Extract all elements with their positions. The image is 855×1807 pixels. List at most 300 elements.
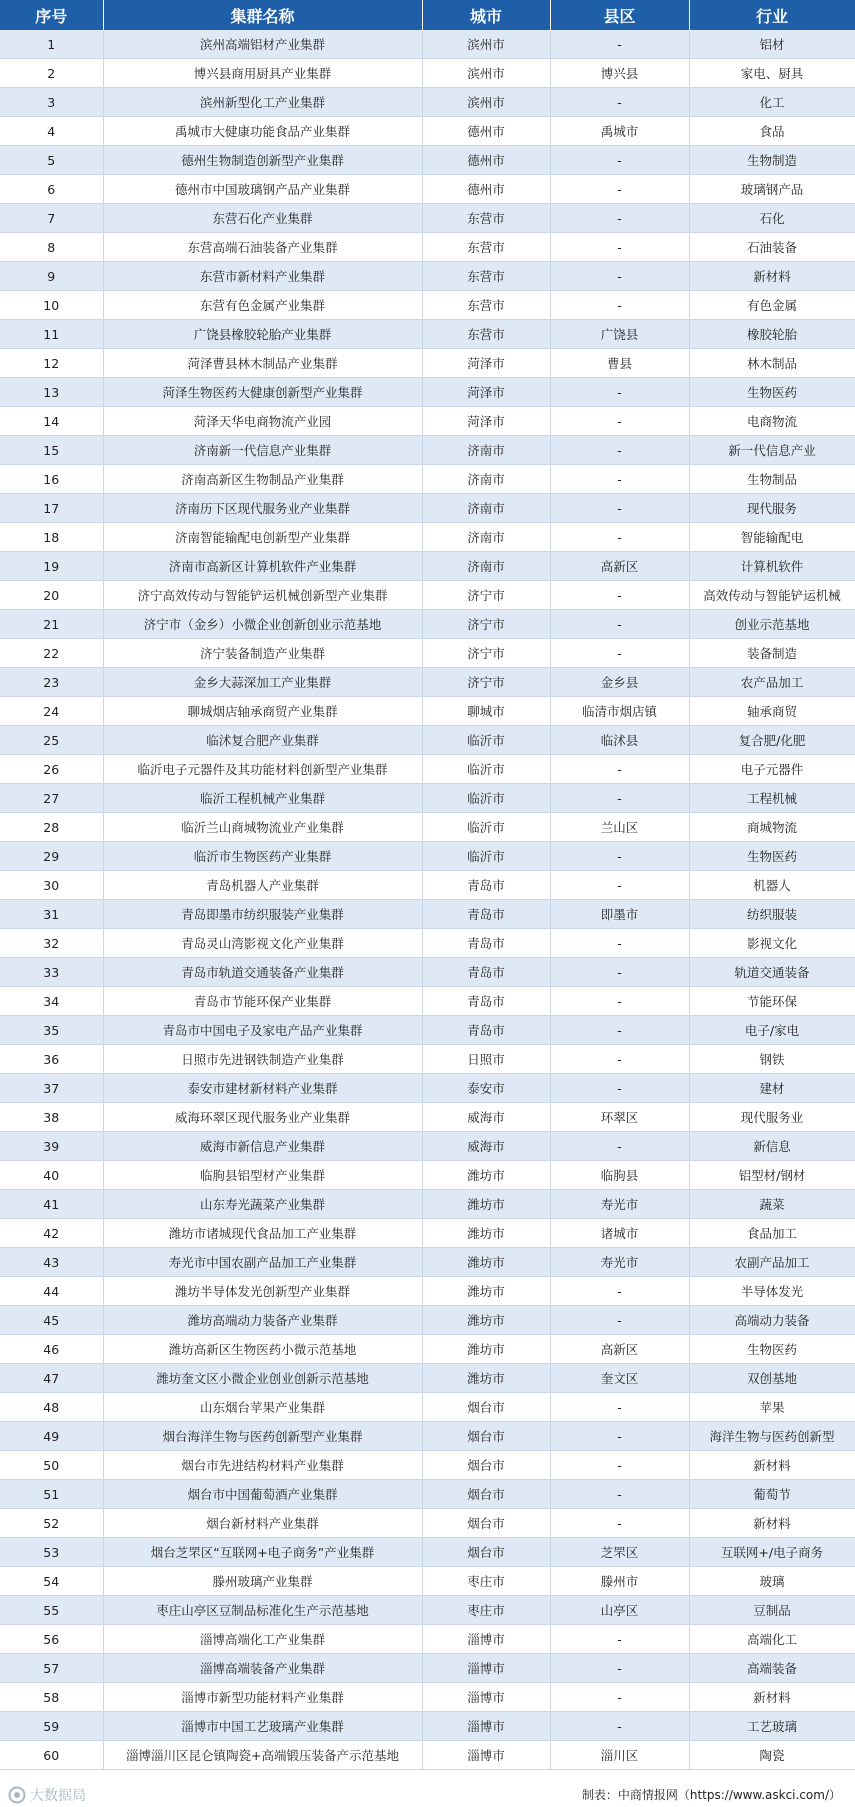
cell-cluster-name: 博兴县商用厨具产业集群 [103,59,422,88]
cell-cluster-name: 烟台市先进结构材料产业集群 [103,1451,422,1480]
cell-cluster-name: 东营有色金属产业集群 [103,291,422,320]
cell-index: 28 [0,813,103,842]
cell-cluster-name: 潍坊奎文区小微企业创业创新示范基地 [103,1364,422,1393]
cell-district: - [550,1480,689,1509]
cell-cluster-name: 临沭复合肥产业集群 [103,726,422,755]
cell-cluster-name: 青岛即墨市纺织服装产业集群 [103,900,422,929]
cell-city: 淄博市 [422,1683,550,1712]
cell-cluster-name: 青岛机器人产业集群 [103,871,422,900]
table-row [0,1596,855,1625]
table-row [0,1625,855,1654]
table-row [0,1393,855,1422]
cell-cluster-name: 滨州高端铝材产业集群 [103,30,422,59]
cell-city: 青岛市 [422,958,550,987]
cell-cluster-name: 济南历下区现代服务业产业集群 [103,494,422,523]
cell-district: - [550,233,689,262]
cell-index: 27 [0,784,103,813]
cell-index: 37 [0,1074,103,1103]
cell-cluster-name: 青岛市中国电子及家电产品产业集群 [103,1016,422,1045]
cell-industry: 海洋生物与医药创新型 [689,1422,855,1451]
cell-city: 东营市 [422,233,550,262]
cell-index: 49 [0,1422,103,1451]
cell-city: 烟台市 [422,1480,550,1509]
cell-index: 9 [0,262,103,291]
cell-district: - [550,1422,689,1451]
cell-district: 奎文区 [550,1364,689,1393]
cell-index: 34 [0,987,103,1016]
cell-cluster-name: 东营高端石油装备产业集群 [103,233,422,262]
cell-industry: 玻璃钢产品 [689,175,855,204]
cell-index: 44 [0,1277,103,1306]
cell-cluster-name: 青岛市节能环保产业集群 [103,987,422,1016]
cell-district: - [550,958,689,987]
cell-index: 16 [0,465,103,494]
cell-index: 43 [0,1248,103,1277]
cell-index: 11 [0,320,103,349]
cell-district: 诸城市 [550,1219,689,1248]
header-index: 序号 [0,0,103,30]
table-row [0,1016,855,1045]
cell-industry: 工艺玻璃 [689,1712,855,1741]
cell-cluster-name: 潍坊半导体发光创新型产业集群 [103,1277,422,1306]
table-row [0,1277,855,1306]
cell-industry: 计算机软件 [689,552,855,581]
cell-industry: 新材料 [689,1451,855,1480]
cell-city: 济宁市 [422,610,550,639]
cell-city: 东营市 [422,320,550,349]
logo-icon [8,1786,26,1804]
table-row [0,842,855,871]
cell-district: 博兴县 [550,59,689,88]
table-row [0,494,855,523]
table-row [0,117,855,146]
cell-city: 青岛市 [422,900,550,929]
cell-cluster-name: 临沂电子元器件及其功能材料创新型产业集群 [103,755,422,784]
table-row [0,1451,855,1480]
table-row [0,1219,855,1248]
table-row [0,581,855,610]
cell-district: - [550,1277,689,1306]
cell-index: 38 [0,1103,103,1132]
cell-city: 潍坊市 [422,1306,550,1335]
cell-index: 20 [0,581,103,610]
cell-cluster-name: 泰安市建材新材料产业集群 [103,1074,422,1103]
cell-index: 30 [0,871,103,900]
cell-index: 19 [0,552,103,581]
cell-index: 58 [0,1683,103,1712]
cell-industry: 双创基地 [689,1364,855,1393]
cell-district: - [550,30,689,59]
cell-cluster-name: 金乡大蒜深加工产业集群 [103,668,422,697]
cell-district: - [550,1306,689,1335]
cell-cluster-name: 济南高新区生物制品产业集群 [103,465,422,494]
table-row [0,697,855,726]
header-row [0,0,855,30]
cell-index: 29 [0,842,103,871]
table-row [0,958,855,987]
cell-index: 54 [0,1567,103,1596]
table-row [0,1132,855,1161]
table-row [0,1422,855,1451]
cell-cluster-name: 临沂兰山商城物流业产业集群 [103,813,422,842]
brand-logo [8,1785,86,1805]
cell-city: 枣庄市 [422,1567,550,1596]
cell-district: 环翠区 [550,1103,689,1132]
cell-index: 6 [0,175,103,204]
cell-index: 56 [0,1625,103,1654]
cell-city: 济宁市 [422,581,550,610]
cell-industry: 装备制造 [689,639,855,668]
cell-index: 13 [0,378,103,407]
cell-city: 潍坊市 [422,1277,550,1306]
table-row [0,552,855,581]
cell-cluster-name: 济宁市（金乡）小微企业创新创业示范基地 [103,610,422,639]
table-row [0,175,855,204]
cell-district: - [550,494,689,523]
cell-district: - [550,987,689,1016]
cell-city: 临沂市 [422,755,550,784]
cell-index: 10 [0,291,103,320]
cell-district: 金乡县 [550,668,689,697]
cell-cluster-name: 临沂工程机械产业集群 [103,784,422,813]
table-row [0,146,855,175]
cell-index: 2 [0,59,103,88]
cell-city: 淄博市 [422,1741,550,1770]
cell-index: 24 [0,697,103,726]
cell-index: 5 [0,146,103,175]
table-row [0,813,855,842]
cell-cluster-name: 淄博淄川区昆仑镇陶瓷+高端锻压装备产示范基地 [103,1741,422,1770]
cell-district: 寿光市 [550,1190,689,1219]
cell-cluster-name: 禹城市大健康功能食品产业集群 [103,117,422,146]
cell-district: - [550,1654,689,1683]
cell-district: - [550,88,689,117]
cell-city: 济南市 [422,494,550,523]
cell-cluster-name: 烟台市中国葡萄酒产业集群 [103,1480,422,1509]
cell-cluster-name: 烟台新材料产业集群 [103,1509,422,1538]
cell-district: - [550,436,689,465]
cell-industry: 轴承商贸 [689,697,855,726]
cell-city: 淄博市 [422,1625,550,1654]
cell-district: 临朐县 [550,1161,689,1190]
cell-cluster-name: 临朐县铝型材产业集群 [103,1161,422,1190]
cell-cluster-name: 烟台芝罘区“互联网+电子商务”产业集群 [103,1538,422,1567]
table-row [0,1045,855,1074]
cell-cluster-name: 菏泽天华电商物流产业园 [103,407,422,436]
cell-industry: 生物医药 [689,378,855,407]
cell-cluster-name: 广饶县橡胶轮胎产业集群 [103,320,422,349]
cell-city: 威海市 [422,1103,550,1132]
cell-district: 淄川区 [550,1741,689,1770]
cell-industry: 轨道交通装备 [689,958,855,987]
cell-index: 31 [0,900,103,929]
cell-cluster-name: 淄博市中国工艺玻璃产业集群 [103,1712,422,1741]
cell-district: 芝罘区 [550,1538,689,1567]
cell-index: 40 [0,1161,103,1190]
cell-district: - [550,1132,689,1161]
cell-district: 高新区 [550,552,689,581]
cell-industry: 高端装备 [689,1654,855,1683]
cell-index: 1 [0,30,103,59]
cell-district: - [550,523,689,552]
cell-cluster-name: 济南新一代信息产业集群 [103,436,422,465]
cell-city: 青岛市 [422,871,550,900]
table-body [0,30,855,1770]
table-row [0,610,855,639]
table-row [0,1741,855,1770]
cell-city: 东营市 [422,291,550,320]
cell-city: 潍坊市 [422,1161,550,1190]
cell-cluster-name: 烟台海洋生物与医药创新型产业集群 [103,1422,422,1451]
cell-index: 12 [0,349,103,378]
cell-industry: 智能输配电 [689,523,855,552]
cell-cluster-name: 济宁装备制造产业集群 [103,639,422,668]
cell-district: 即墨市 [550,900,689,929]
cell-cluster-name: 聊城烟店轴承商贸产业集群 [103,697,422,726]
table-row [0,88,855,117]
cell-district: 寿光市 [550,1248,689,1277]
table-row [0,233,855,262]
cell-industry: 生物医药 [689,1335,855,1364]
cell-city: 烟台市 [422,1451,550,1480]
table-row [0,1364,855,1393]
cell-cluster-name: 德州市中国玻璃钢产品产业集群 [103,175,422,204]
cell-industry: 生物制品 [689,465,855,494]
table-row [0,639,855,668]
cell-district: - [550,465,689,494]
cell-district: 滕州市 [550,1567,689,1596]
cell-index: 14 [0,407,103,436]
cell-index: 23 [0,668,103,697]
cell-industry: 现代服务业 [689,1103,855,1132]
cell-city: 烟台市 [422,1538,550,1567]
cell-district: - [550,1451,689,1480]
cell-index: 8 [0,233,103,262]
cell-cluster-name: 济南智能输配电创新型产业集群 [103,523,422,552]
table-row [0,668,855,697]
cell-city: 枣庄市 [422,1596,550,1625]
cell-city: 济南市 [422,465,550,494]
cell-city: 菏泽市 [422,378,550,407]
cell-district: - [550,1016,689,1045]
cell-industry: 新材料 [689,1509,855,1538]
cell-industry: 互联网+/电子商务 [689,1538,855,1567]
cell-industry: 半导体发光 [689,1277,855,1306]
cell-district: 兰山区 [550,813,689,842]
cell-district: - [550,1712,689,1741]
cell-city: 潍坊市 [422,1190,550,1219]
cell-index: 39 [0,1132,103,1161]
cell-industry: 工程机械 [689,784,855,813]
cell-cluster-name: 威海市新信息产业集群 [103,1132,422,1161]
table-row [0,436,855,465]
table-row [0,523,855,552]
cell-city: 潍坊市 [422,1335,550,1364]
cell-district: 临沭县 [550,726,689,755]
table-row [0,407,855,436]
cell-cluster-name: 山东寿光蔬菜产业集群 [103,1190,422,1219]
cell-cluster-name: 德州生物制造创新型产业集群 [103,146,422,175]
table-row [0,726,855,755]
cell-city: 威海市 [422,1132,550,1161]
table-row [0,755,855,784]
table-row [0,262,855,291]
cell-city: 临沂市 [422,842,550,871]
cell-industry: 新材料 [689,262,855,291]
table-row [0,1335,855,1364]
cell-district: - [550,204,689,233]
cell-district: - [550,1625,689,1654]
table-row [0,929,855,958]
cell-district: 临清市烟店镇 [550,697,689,726]
cell-cluster-name: 滕州玻璃产业集群 [103,1567,422,1596]
cell-cluster-name: 青岛灵山湾影视文化产业集群 [103,929,422,958]
cell-industry: 石油装备 [689,233,855,262]
cell-city: 滨州市 [422,30,550,59]
cell-index: 35 [0,1016,103,1045]
cell-index: 48 [0,1393,103,1422]
cell-industry: 生物制造 [689,146,855,175]
cell-industry: 创业示范基地 [689,610,855,639]
cell-cluster-name: 菏泽生物医药大健康创新型产业集群 [103,378,422,407]
cell-index: 52 [0,1509,103,1538]
cell-industry: 节能环保 [689,987,855,1016]
cell-city: 菏泽市 [422,407,550,436]
table-row [0,987,855,1016]
cell-index: 57 [0,1654,103,1683]
cell-city: 泰安市 [422,1074,550,1103]
cell-index: 42 [0,1219,103,1248]
cell-index: 51 [0,1480,103,1509]
cell-cluster-name: 青岛市轨道交通装备产业集群 [103,958,422,987]
cell-industry: 铝型材/钢材 [689,1161,855,1190]
cell-industry: 纺织服装 [689,900,855,929]
cell-cluster-name: 日照市先进钢铁制造产业集群 [103,1045,422,1074]
cell-city: 德州市 [422,175,550,204]
table-row [0,378,855,407]
cell-index: 46 [0,1335,103,1364]
cell-industry: 石化 [689,204,855,233]
cell-index: 50 [0,1451,103,1480]
cell-cluster-name: 山东烟台苹果产业集群 [103,1393,422,1422]
cell-district: - [550,755,689,784]
cell-district: - [550,407,689,436]
cell-industry: 有色金属 [689,291,855,320]
cell-index: 3 [0,88,103,117]
cell-city: 滨州市 [422,88,550,117]
cell-district: - [550,262,689,291]
cell-industry: 蔬菜 [689,1190,855,1219]
cell-index: 22 [0,639,103,668]
cell-index: 18 [0,523,103,552]
cell-city: 滨州市 [422,59,550,88]
table-row [0,465,855,494]
cell-index: 59 [0,1712,103,1741]
cell-index: 26 [0,755,103,784]
cell-city: 济南市 [422,552,550,581]
cell-city: 临沂市 [422,813,550,842]
cell-industry: 农副产品加工 [689,1248,855,1277]
cell-district: - [550,1393,689,1422]
cell-city: 潍坊市 [422,1248,550,1277]
cell-industry: 影视文化 [689,929,855,958]
table-row [0,349,855,378]
cell-cluster-name: 菏泽曹县林木制品产业集群 [103,349,422,378]
cell-industry: 商城物流 [689,813,855,842]
cell-city: 德州市 [422,146,550,175]
cell-industry: 玻璃 [689,1567,855,1596]
table-row [0,1161,855,1190]
header-industry: 行业 [689,0,855,30]
table-row [0,1248,855,1277]
cell-cluster-name: 淄博高端装备产业集群 [103,1654,422,1683]
logo-text: 大数据局 [30,1788,86,1804]
cell-cluster-name: 济南市高新区计算机软件产业集群 [103,552,422,581]
cell-city: 济南市 [422,436,550,465]
cell-city: 济宁市 [422,639,550,668]
table-row [0,30,855,59]
cell-cluster-name: 淄博高端化工产业集群 [103,1625,422,1654]
cell-industry: 豆制品 [689,1596,855,1625]
cell-cluster-name: 济宁高效传动与智能铲运机械创新型产业集群 [103,581,422,610]
table-row [0,784,855,813]
table-row [0,900,855,929]
cell-industry: 生物医药 [689,842,855,871]
cell-district: - [550,842,689,871]
table-row [0,1190,855,1219]
cell-index: 7 [0,204,103,233]
cell-industry: 林木制品 [689,349,855,378]
cell-city: 临沂市 [422,726,550,755]
table-row [0,1480,855,1509]
cell-district: - [550,784,689,813]
table-row [0,1683,855,1712]
table-row [0,1538,855,1567]
cell-cluster-name: 潍坊高端动力装备产业集群 [103,1306,422,1335]
cell-index: 45 [0,1306,103,1335]
table-row [0,1712,855,1741]
cell-industry: 新信息 [689,1132,855,1161]
cell-city: 淄博市 [422,1654,550,1683]
table-row [0,59,855,88]
cell-industry: 食品 [689,117,855,146]
cell-city: 济南市 [422,523,550,552]
cell-industry: 农产品加工 [689,668,855,697]
cell-cluster-name: 东营石化产业集群 [103,204,422,233]
header-city: 城市 [422,0,550,30]
cell-cluster-name: 枣庄山亭区豆制品标准化生产示范基地 [103,1596,422,1625]
cell-city: 青岛市 [422,1016,550,1045]
cell-city: 临沂市 [422,784,550,813]
cell-index: 32 [0,929,103,958]
cell-cluster-name: 东营市新材料产业集群 [103,262,422,291]
cell-district: - [550,1074,689,1103]
cell-industry: 建材 [689,1074,855,1103]
cell-cluster-name: 潍坊高新区生物医药小微示范基地 [103,1335,422,1364]
cell-industry: 苹果 [689,1393,855,1422]
cell-index: 25 [0,726,103,755]
cell-index: 60 [0,1741,103,1770]
cell-industry: 高效传动与智能铲运机械 [689,581,855,610]
cell-district: - [550,1683,689,1712]
cell-index: 33 [0,958,103,987]
table-row [0,320,855,349]
cell-index: 41 [0,1190,103,1219]
cell-city: 菏泽市 [422,349,550,378]
table-row [0,291,855,320]
cell-cluster-name: 寿光市中国农副产品加工产业集群 [103,1248,422,1277]
cell-cluster-name: 威海环翠区现代服务业产业集群 [103,1103,422,1132]
